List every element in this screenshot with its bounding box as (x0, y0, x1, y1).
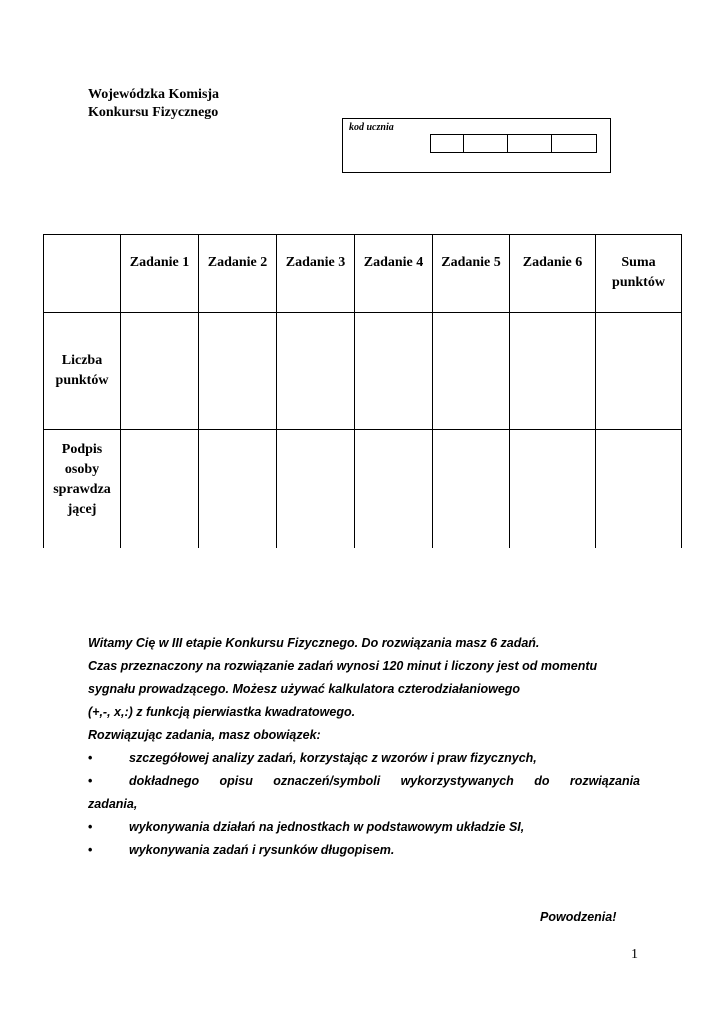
header-cell-task-1: Zadanie 1 (121, 235, 199, 313)
instructions-block (88, 632, 640, 862)
header-cell-task-5: Zadanie 5 (433, 235, 510, 313)
points-cell[interactable] (121, 313, 199, 430)
student-code-cell[interactable] (431, 135, 464, 152)
table-row-points (44, 313, 682, 430)
student-code-cell[interactable] (464, 135, 508, 152)
header-cell-empty (44, 235, 121, 313)
signature-cell[interactable] (355, 430, 433, 549)
row-label-points: Liczba punktów (44, 313, 121, 430)
organizer-line-1: Wojewódzka Komisja (88, 87, 220, 102)
signature-cell[interactable] (596, 430, 682, 549)
bullet-icon: • (88, 774, 93, 788)
signature-cell[interactable] (277, 430, 355, 549)
organizer-heading (88, 86, 219, 122)
organizer-line-2: Konkursu Fizycznego (88, 105, 219, 120)
table-row-signature (44, 430, 682, 549)
duty-list-item (88, 770, 640, 793)
instruction-line: Rozwiązując zadania, masz obowiązek: (88, 728, 321, 742)
duty-text: wykonywania zadań i rysunków długopisem. (129, 843, 395, 857)
header-cell-sum: Suma punktów (596, 235, 682, 313)
bullet-icon: • (88, 843, 93, 857)
header-cell-task-2: Zadanie 2 (199, 235, 277, 313)
student-code-cell[interactable] (508, 135, 552, 152)
bullet-icon: • (88, 751, 93, 765)
duty-text-continuation: zadania, (88, 797, 138, 811)
page-number: 1 (631, 947, 638, 962)
closing-greeting: Powodzenia! (540, 910, 617, 924)
bullet-icon: • (88, 820, 93, 834)
row-label-signature: Podpis osoby sprawdza jącej (44, 430, 121, 549)
duty-text: wykonywania działań na jednostkach w podstawowym układzie SI, (129, 820, 525, 834)
duty-list-item (88, 816, 640, 839)
points-cell[interactable] (433, 313, 510, 430)
duty-list-item (88, 839, 640, 862)
points-cell[interactable] (596, 313, 682, 430)
instruction-line: sygnału prowadzącego. Możesz używać kalkulatora czterodziałaniowego (88, 682, 521, 696)
duty-text: szczegółowej analizy zadań, korzystając z wzorów i praw fizycznych, (129, 751, 537, 765)
student-code-label: kod ucznia (349, 122, 394, 133)
header-cell-task-3: Zadanie 3 (277, 235, 355, 313)
instruction-line: (+,-, x,:) z funkcją pierwiastka kwadratowego. (88, 705, 356, 719)
signature-cell[interactable] (433, 430, 510, 549)
score-table-header-row (44, 235, 682, 313)
signature-cell[interactable] (199, 430, 277, 549)
duty-list-item (88, 747, 640, 770)
instruction-line: Witamy Cię w III etapie Konkursu Fizycznego. Do rozwiązania masz 6 zadań. (88, 636, 540, 650)
student-code-box (342, 118, 611, 173)
points-cell[interactable] (355, 313, 433, 430)
header-cell-task-4: Zadanie 4 (355, 235, 433, 313)
header-cell-task-6: Zadanie 6 (510, 235, 596, 313)
student-code-cell[interactable] (552, 135, 596, 152)
points-cell[interactable] (510, 313, 596, 430)
student-code-cells (430, 134, 597, 153)
instruction-line: Czas przeznaczony na rozwiązanie zadań wynosi 120 minut i liczony jest od momentu (88, 659, 598, 673)
signature-cell[interactable] (121, 430, 199, 549)
score-table (43, 234, 682, 548)
points-cell[interactable] (277, 313, 355, 430)
signature-cell[interactable] (510, 430, 596, 549)
duty-text: dokładnego opisu oznaczeń/symboli wykorzystywanych do rozwiązania (129, 774, 640, 788)
points-cell[interactable] (199, 313, 277, 430)
